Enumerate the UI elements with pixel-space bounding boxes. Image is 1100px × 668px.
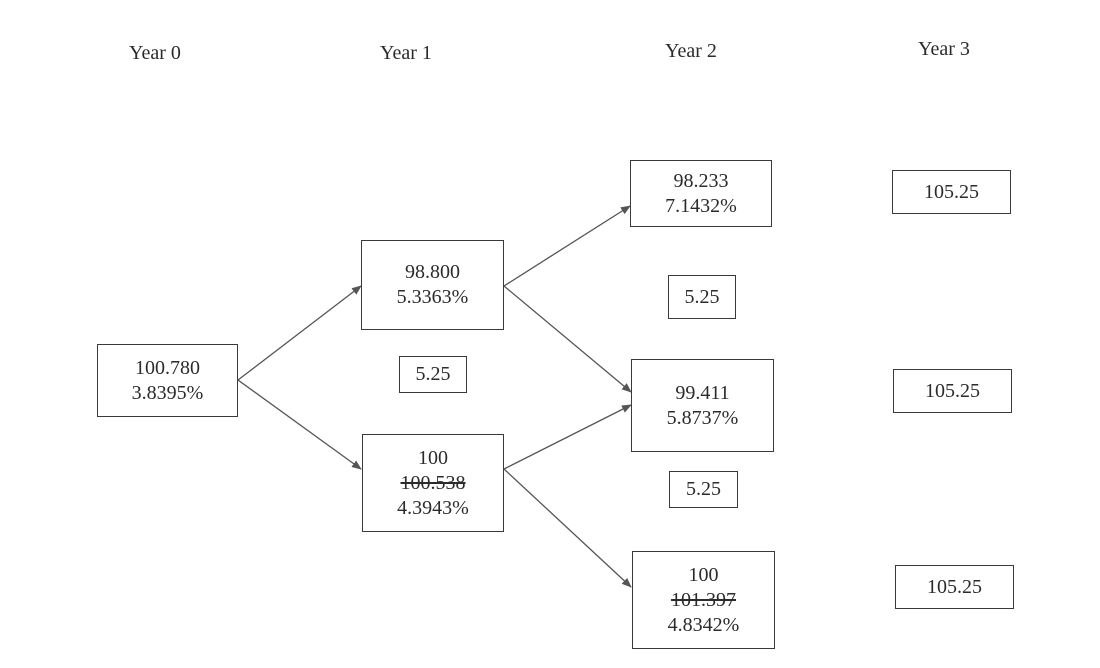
arrow-y1-up-to-y2-mid	[504, 286, 631, 392]
node-year2-coupon-lower	[669, 471, 738, 508]
arrow-y0-to-y1-up	[238, 286, 361, 380]
node-year1-coupon	[399, 356, 467, 393]
node-year2-down	[632, 551, 775, 649]
header-year-1: Year 1	[380, 42, 432, 64]
node-year1-down	[362, 434, 504, 532]
node-year0	[97, 344, 238, 417]
arrow-y1-up-to-y2-up	[504, 206, 630, 286]
header-year-2: Year 2	[665, 40, 717, 62]
node-year1-down-rate: 4.3943%	[397, 496, 469, 519]
node-year3-up	[892, 170, 1011, 214]
node-year2-mid	[631, 359, 774, 452]
node-year0-price: 100.780	[135, 356, 200, 379]
node-year2-down-price: 100	[688, 563, 719, 586]
node-year2-down-price-struck: 101.397	[671, 588, 736, 611]
node-year3-down	[895, 565, 1014, 609]
node-year1-down-price-struck: 100.538	[400, 471, 466, 494]
node-year3-mid	[893, 369, 1012, 413]
node-year2-mid-price: 99.411	[675, 381, 730, 404]
node-year2-up-price: 98.233	[673, 169, 729, 192]
node-year2-coupon-lower-value: 5.25	[686, 478, 721, 500]
node-year2-coupon-upper	[668, 275, 736, 319]
header-year-3: Year 3	[918, 38, 970, 60]
node-year2-coupon-upper-value: 5.25	[684, 285, 720, 308]
node-year2-up-rate: 7.1432%	[665, 194, 737, 217]
node-year1-up-price: 98.800	[405, 261, 460, 283]
node-year3-mid-value: 105.25	[925, 379, 980, 402]
node-year2-up	[630, 160, 772, 227]
node-year3-down-value: 105.25	[927, 575, 982, 598]
node-year3-up-value: 105.25	[924, 180, 979, 203]
node-year1-down-price: 100	[418, 446, 448, 469]
arrow-y1-down-to-y2-down	[504, 469, 631, 587]
node-year2-mid-rate: 5.8737%	[666, 406, 739, 429]
arrow-y1-down-to-y2-mid	[504, 405, 631, 469]
node-year1-up	[361, 240, 504, 330]
node-year1-coupon-value: 5.25	[415, 363, 451, 385]
arrow-y0-to-y1-down	[238, 380, 361, 469]
header-year-0: Year 0	[129, 42, 181, 64]
node-year1-up-rate: 5.3363%	[396, 286, 469, 308]
node-year2-down-rate: 4.8342%	[667, 613, 740, 636]
node-year0-rate: 3.8395%	[131, 381, 204, 404]
